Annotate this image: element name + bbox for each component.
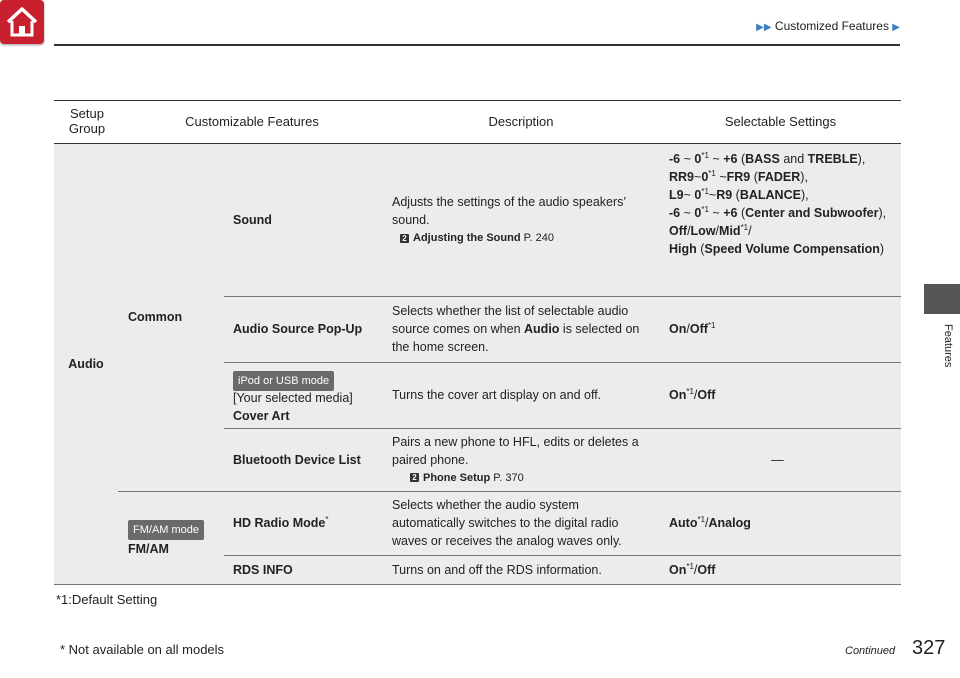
table-header — [54, 100, 901, 144]
desc-cover-art: Turns the cover art display on and off. — [392, 388, 602, 402]
col-selectable-settings: Selectable Settings — [724, 113, 837, 129]
breadcrumb-arrow-icon: ▶▶ — [756, 22, 772, 33]
breadcrumb-arrow-icon: ▶ — [892, 22, 900, 33]
desc-bluetooth-device-list: Pairs a new phone to HFL, edits or deletes a paired phone. 2 Phone Setup P. 370 — [392, 428, 654, 491]
feature-audio-source-popup: Audio Source Pop-Up — [233, 322, 363, 336]
group-audio: Audio — [68, 357, 104, 371]
feature-cover-art: [Your selected media] Cover Art — [233, 391, 353, 423]
settings-rds-info: On$^{*1}$/Off — [669, 561, 716, 577]
page-ref-icon: 2 — [400, 234, 409, 243]
customized-features-table — [54, 100, 901, 585]
section-label: Features — [942, 324, 954, 368]
continued-label: Continued — [845, 645, 896, 657]
fmam-mode-badge: FM/AM mode — [128, 520, 204, 540]
settings-audio-source-popup: On/Off$^{*1}$ — [669, 320, 716, 336]
home-icon — [0, 0, 44, 44]
settings-sound: -6 ~ 0$^{*1}$ ~ +6 (BASS and TREBLE), RR9~0$^{*1}$ ~FR9 (FADER), L9~ 0$^{*1}$~R9 (BALANCE), -6 ~ 0$^{*1}$ ~ +6 (Center and Subwoofer), Off/Low/Mid$^{*1}$/ High (Speed Volume Compensation) — [669, 150, 887, 256]
settings-cover-art: On$^{*1}$/Off — [669, 386, 716, 402]
section-tab[interactable] — [924, 284, 960, 314]
col-customizable-features: Customizable Features — [185, 113, 319, 129]
page-number: 327 — [912, 637, 946, 659]
breadcrumb-label: Customized Features — [774, 19, 889, 33]
not-available-note: * Not available on all models — [60, 642, 225, 657]
feature-hd-radio-mode: HD Radio Mode* — [233, 514, 329, 530]
desc-hd-radio-mode: Selects whether the audio system automatically switches to the digital radio waves or receives the analog waves only. — [392, 498, 622, 548]
feature-rds-info: RDS INFO — [233, 562, 293, 577]
default-setting-footnote: *1:Default Setting — [56, 592, 158, 607]
ref-adjusting-sound[interactable]: 2 Adjusting the Sound P. 240 — [400, 229, 654, 247]
desc-rds-info: Turns on and off the RDS information. — [392, 562, 602, 577]
breadcrumb[interactable] — [530, 19, 900, 33]
ipod-usb-mode-badge: iPod or USB mode — [233, 371, 334, 391]
col-description: Description — [488, 113, 554, 129]
table-body — [54, 144, 901, 585]
page-ref-icon: 2 — [410, 473, 419, 482]
desc-sound: Adjusts the settings of the audio speakers’ sound. 2 Adjusting the Sound P. 240 — [392, 144, 654, 296]
home-button[interactable] — [0, 0, 44, 44]
feature-bluetooth-device-list: Bluetooth Device List — [233, 452, 361, 467]
settings-bluetooth-device-list: — — [771, 452, 784, 467]
desc-audio-source-popup: Selects whether the list of selectable audio source comes on when Audio is selected on the home screen. — [392, 304, 640, 354]
ref-phone-setup[interactable]: 2 Phone Setup P. 370 — [410, 469, 654, 487]
col-setup-group: Setup Group — [68, 106, 106, 136]
header-rule — [54, 44, 900, 46]
subgroup-common: Common — [128, 310, 183, 324]
settings-hd-radio-mode: Auto$^{*1}$/Analog — [669, 514, 751, 530]
subgroup-fmam: FM/AM — [128, 542, 169, 556]
feature-sound: Sound — [233, 213, 272, 227]
